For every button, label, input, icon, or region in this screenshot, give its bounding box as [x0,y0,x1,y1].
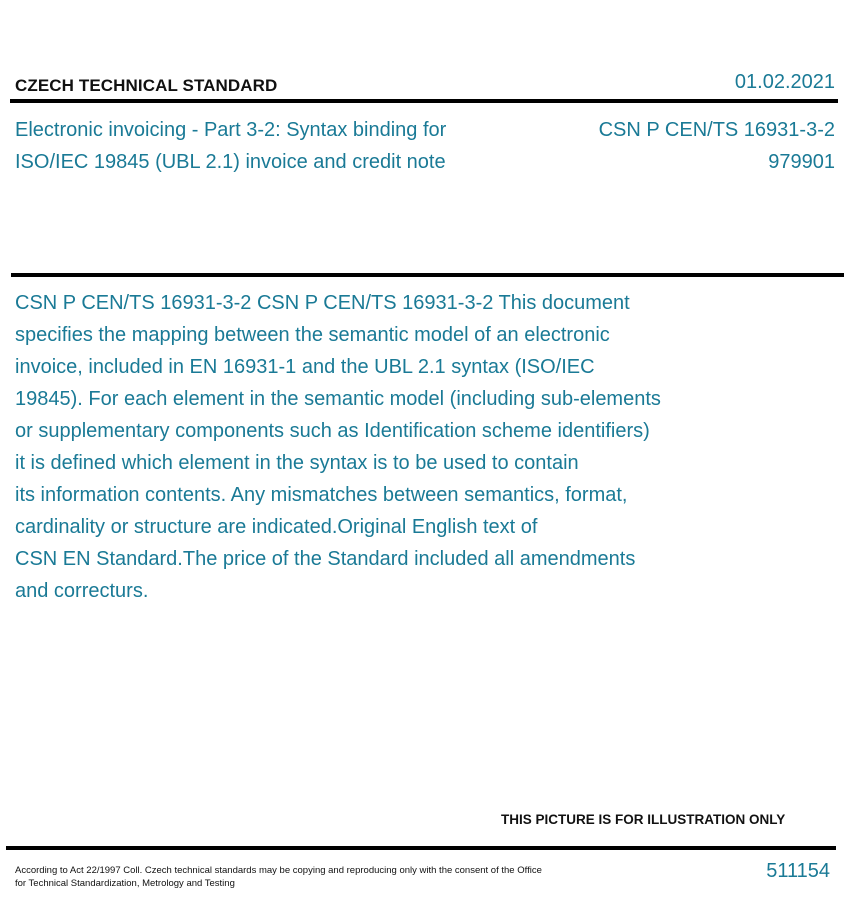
description-line: it is defined which element in the syntax is to be used to contain [15,452,579,474]
document-title-line: Electronic invoicing - Part 3-2: Syntax binding for [15,119,447,141]
standard-code: CSN P CEN/TS 16931-3-2 [598,119,835,141]
legal-notice-line: for Technical Standardization, Metrology and Testing [15,878,235,889]
document-title [15,114,535,178]
description-line: or supplementary components such as Identification scheme identifiers) [15,420,650,442]
title-divider [11,273,844,277]
footer-divider [6,846,836,850]
catalog-number: 511154 [766,860,830,882]
header-divider [10,99,838,103]
description-line: 19845). For each element in the semantic model (including sub-elements [15,388,661,410]
publication-date: 01.02.2021 [734,71,835,93]
legal-notice [15,864,542,890]
illustration-notice: THIS PICTURE IS FOR ILLUSTRATION ONLY [501,812,786,827]
description-line: CSN EN Standard.The price of the Standard included all amendments [15,548,636,570]
description-line: cardinality or structure are indicated.Original English text of [15,516,538,538]
description-line: CSN P CEN/TS 16931-3-2 CSN P CEN/TS 16931-3-2 This document [15,292,630,314]
document-title-line: ISO/IEC 19845 (UBL 2.1) invoice and credit note [15,151,446,173]
description-line: specifies the mapping between the semantic model of an electronic [15,324,610,346]
description-line: invoice, included in EN 16931-1 and the UBL 2.1 syntax (ISO/IEC [15,356,595,378]
standard-type-heading: CZECH TECHNICAL STANDARD [15,76,278,95]
document-description [15,287,725,607]
document-identifier [599,114,835,178]
legal-notice-line: According to Act 22/1997 Coll. Czech technical standards may be copying and reproducing only with the consent of the Office [15,865,542,876]
description-line: and correcturs. [15,580,149,602]
document-number: 979901 [768,151,835,173]
description-line: its information contents. Any mismatches between semantics, format, [15,484,628,506]
